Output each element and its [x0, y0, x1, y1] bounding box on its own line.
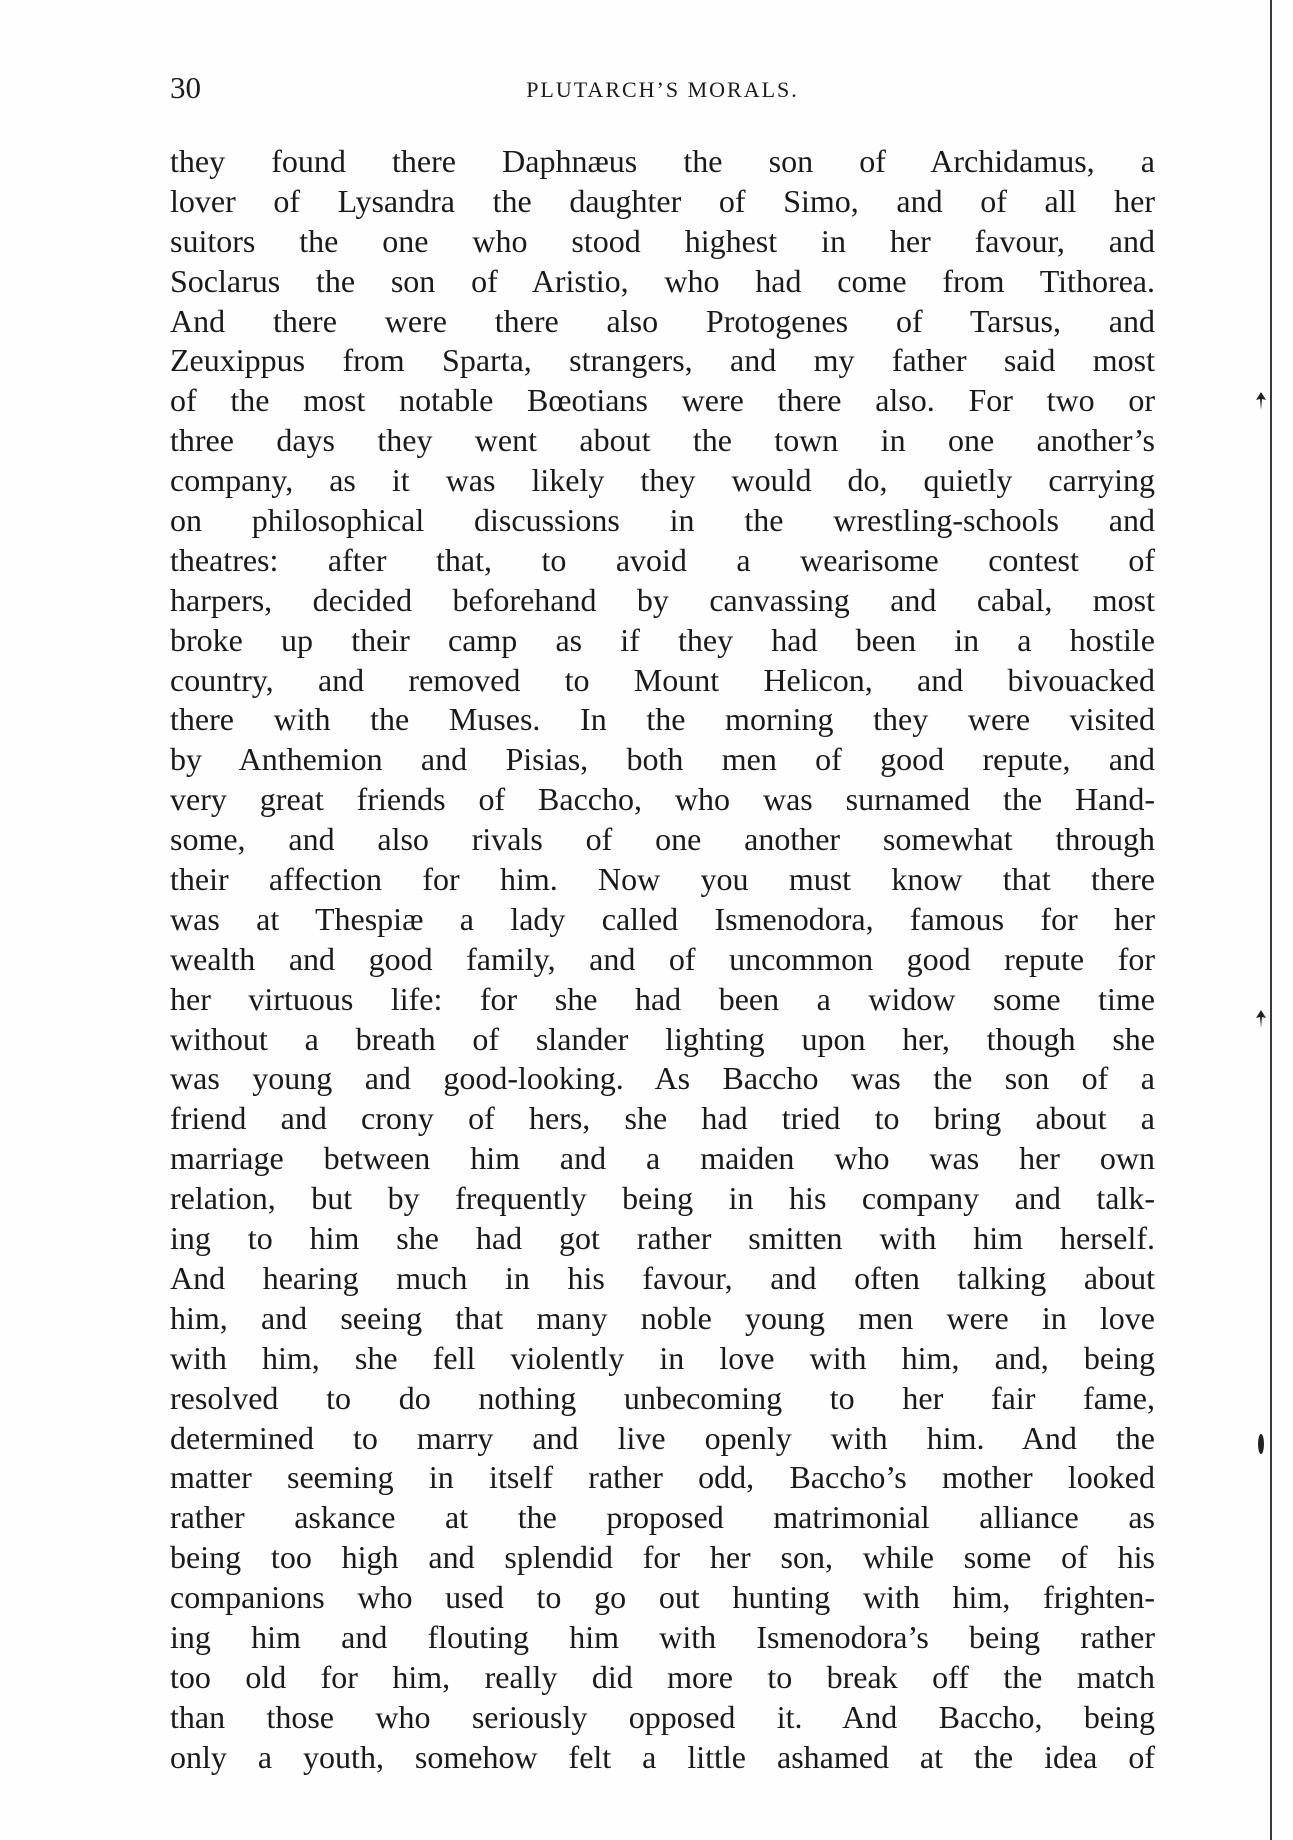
text-line: being too high and splendid for her son, while some of his: [170, 1539, 1155, 1576]
text-line: relation, but by frequently being in his company and talk-: [170, 1180, 1155, 1217]
text-line: wealth and good family, and of uncommon good repute for: [170, 940, 1155, 977]
text-line: harpers, decided beforehand by canvassing and cabal, most: [170, 581, 1155, 618]
text-line: their affection for him. Now you must know that there: [170, 861, 1155, 898]
text-line: marriage between him and a maiden who was her own: [170, 1140, 1155, 1177]
text-line: ing to him she had got rather smitten with him herself.: [170, 1220, 1155, 1257]
text-line: broke up their camp as if they had been in a hostile: [170, 621, 1155, 658]
margin-mark-icon: [1254, 1010, 1268, 1028]
text-line: was young and good-looking. As Baccho was the son of a: [170, 1060, 1155, 1097]
text-line: ing him and flouting him with Ismenodora’s being rather: [170, 1618, 1155, 1655]
text-line: friend and crony of hers, she had tried to bring about a: [170, 1100, 1155, 1137]
text-line: than those who seriously opposed it. And Baccho, being: [170, 1698, 1155, 1735]
text-line: resolved to do nothing unbecoming to her fair fame,: [170, 1379, 1155, 1416]
text-line: was at Thespiæ a lady called Ismenodora, famous for her: [170, 900, 1155, 937]
text-line: with him, she fell violently in love with him, and, being: [170, 1339, 1155, 1376]
text-line: And hearing much in his favour, and often talking about: [170, 1259, 1155, 1296]
running-title: PLUTARCH’S MORALS.: [526, 77, 799, 102]
text-line: theatres: after that, to avoid a wearisome contest of: [170, 541, 1155, 578]
text-line: without a breath of slander lighting upon her, though she: [170, 1020, 1155, 1057]
binding-edge: [1270, 0, 1272, 1840]
text-line: rather askance at the proposed matrimonial alliance as: [170, 1499, 1155, 1536]
text-line: her virtuous life: for she had been a widow some time: [170, 980, 1155, 1017]
text-line: suitors the one who stood highest in her favour, and: [170, 222, 1155, 259]
page-number: 30: [170, 70, 201, 105]
text-line: company, as it was likely they would do, quietly carrying: [170, 462, 1155, 499]
text-line: there with the Muses. In the morning they were visited: [170, 701, 1155, 738]
text-line: of the most notable Bœotians were there also. For two or: [170, 382, 1155, 419]
text-line: companions who used to go out hunting with him, frighten-: [170, 1579, 1155, 1616]
text-line: some, and also rivals of one another somewhat through: [170, 821, 1155, 858]
text-line: country, and removed to Mount Helicon, and bivouacked: [170, 661, 1155, 698]
text-line: Zeuxippus from Sparta, strangers, and my father said most: [170, 342, 1155, 379]
text-line: matter seeming in itself rather odd, Baccho’s mother looked: [170, 1459, 1155, 1496]
text-line: on philosophical discussions in the wrestling-schools and: [170, 502, 1155, 539]
text-line: three days they went about the town in one another’s: [170, 422, 1155, 459]
text-line: too old for him, really did more to break off the match: [170, 1658, 1155, 1695]
margin-mark-icon: [1254, 392, 1268, 410]
body-text: [170, 142, 1155, 1778]
text-line: determined to marry and live openly with him. And the: [170, 1419, 1155, 1456]
text-line: And there were there also Protogenes of Tarsus, and: [170, 302, 1155, 339]
text-line: very great friends of Baccho, who was surnamed the Hand-: [170, 781, 1155, 818]
text-line: they found there Daphnæus the son of Archidamus, a: [170, 143, 1155, 179]
running-head: [170, 68, 1155, 108]
text-line: only a youth, somehow felt a little ashamed at the idea of: [170, 1738, 1155, 1775]
text-line: Soclarus the son of Aristio, who had come from Tithorea.: [170, 262, 1155, 299]
text-line: by Anthemion and Pisias, both men of good repute, and: [170, 741, 1155, 778]
text-line: lover of Lysandra the daughter of Simo, and of all her: [170, 182, 1155, 219]
margin-mark-icon: [1256, 1432, 1266, 1456]
text-line: him, and seeing that many noble young men were in love: [170, 1299, 1155, 1336]
